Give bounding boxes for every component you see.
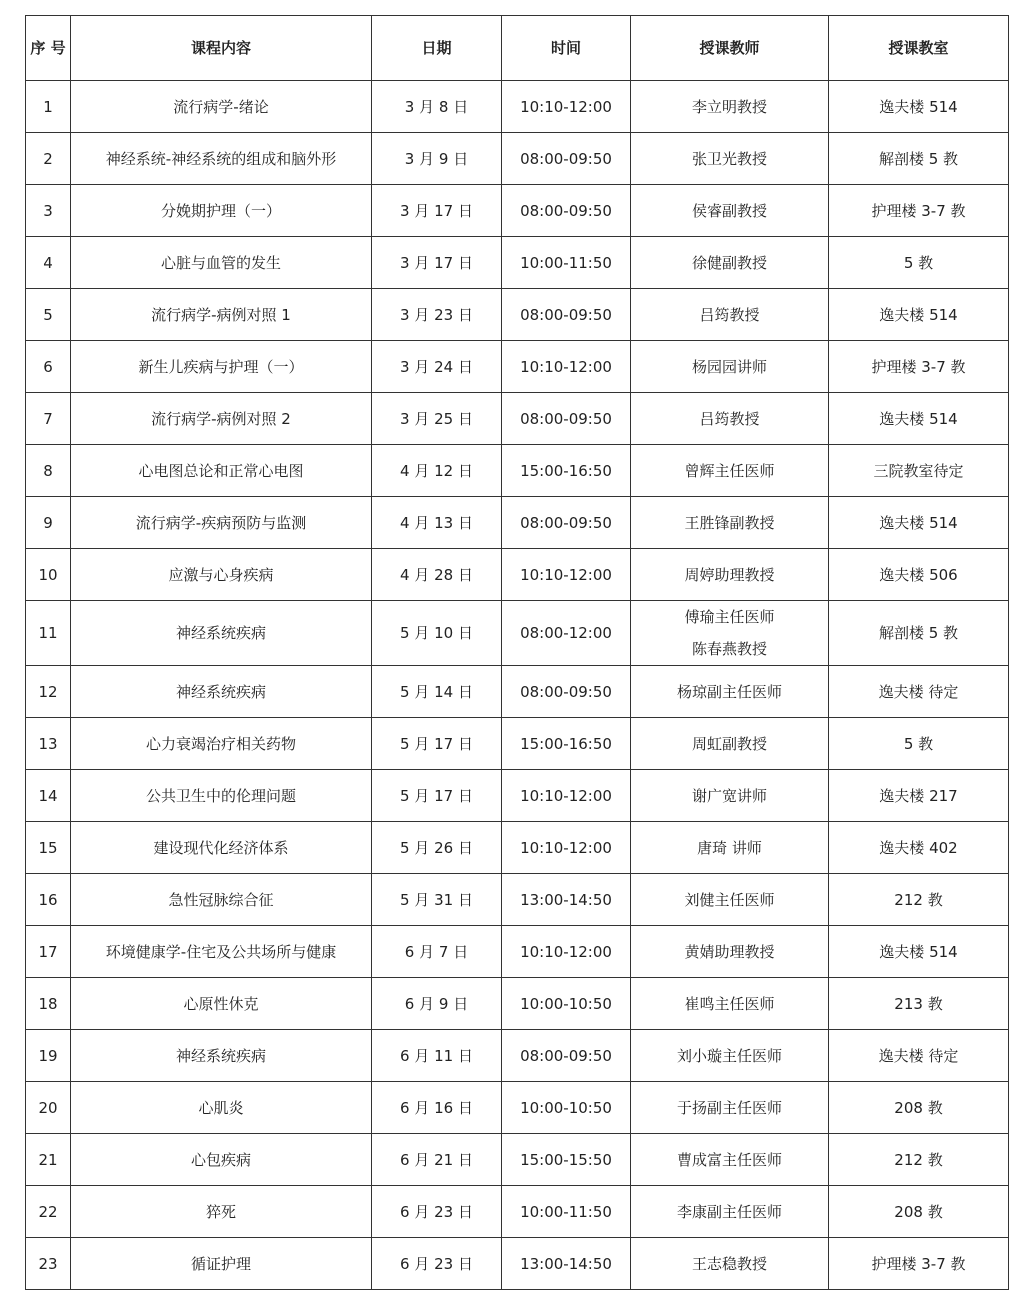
cell-course: 心包疾病 [71, 1134, 372, 1186]
teacher-name: 傅瑜主任医师 [684, 608, 775, 626]
cell-teacher [631, 1134, 829, 1186]
cell-seq: 20 [26, 1082, 71, 1134]
cell-room: 逸夫楼 514 [829, 289, 1009, 341]
teacher-name: 王志稳教授 [691, 1254, 767, 1273]
teacher-name: 崔鸣主任医师 [684, 994, 775, 1013]
cell-room: 护理楼 3-7 教 [829, 1238, 1009, 1290]
cell-seq: 8 [26, 445, 71, 497]
cell-teacher [631, 666, 829, 718]
cell-teacher [631, 289, 829, 341]
table-row [26, 185, 1009, 237]
cell-time: 10:00-11:50 [502, 1186, 631, 1238]
cell-time: 08:00-09:50 [502, 133, 631, 185]
table-row [26, 1238, 1009, 1290]
cell-seq: 19 [26, 1030, 71, 1082]
cell-seq: 10 [26, 549, 71, 601]
cell-teacher [631, 341, 829, 393]
cell-teacher [631, 718, 829, 770]
cell-course: 心电图总论和正常心电图 [71, 445, 372, 497]
table-row [26, 926, 1009, 978]
cell-teacher [631, 1030, 829, 1082]
cell-time: 15:00-15:50 [502, 1134, 631, 1186]
cell-room: 213 教 [829, 978, 1009, 1030]
table-row [26, 874, 1009, 926]
cell-room: 逸夫楼 514 [829, 393, 1009, 445]
cell-room: 护理楼 3-7 教 [829, 341, 1009, 393]
cell-course: 流行病学-疾病预防与监测 [71, 497, 372, 549]
cell-course: 循证护理 [71, 1238, 372, 1290]
cell-time: 10:00-11:50 [502, 237, 631, 289]
cell-time: 10:10-12:00 [502, 81, 631, 133]
cell-seq: 11 [26, 601, 71, 666]
teacher-name: 张卫光教授 [691, 149, 767, 168]
cell-date: 6 月 21 日 [372, 1134, 502, 1186]
course-schedule-table [25, 15, 1009, 1290]
table-row [26, 549, 1009, 601]
cell-date: 5 月 14 日 [372, 666, 502, 718]
cell-seq: 22 [26, 1186, 71, 1238]
cell-time: 15:00-16:50 [502, 718, 631, 770]
cell-date: 6 月 16 日 [372, 1082, 502, 1134]
teacher-name: 刘健主任医师 [684, 890, 775, 909]
cell-seq: 1 [26, 81, 71, 133]
table-row [26, 601, 1009, 666]
cell-seq: 14 [26, 770, 71, 822]
cell-room: 208 教 [829, 1186, 1009, 1238]
cell-time: 08:00-09:50 [502, 666, 631, 718]
cell-course: 建设现代化经济体系 [71, 822, 372, 874]
cell-course: 公共卫生中的伦理问题 [71, 770, 372, 822]
cell-seq: 7 [26, 393, 71, 445]
cell-time: 10:10-12:00 [502, 549, 631, 601]
header-room: 授课教室 [829, 16, 1009, 81]
cell-seq: 4 [26, 237, 71, 289]
teacher-name: 周虹副教授 [691, 734, 767, 753]
cell-seq: 15 [26, 822, 71, 874]
cell-date: 5 月 26 日 [372, 822, 502, 874]
cell-seq: 5 [26, 289, 71, 341]
cell-date: 6 月 11 日 [372, 1030, 502, 1082]
table-body [26, 81, 1009, 1290]
cell-date: 6 月 23 日 [372, 1238, 502, 1290]
teacher-name: 杨园园讲师 [691, 357, 767, 376]
cell-teacher [631, 237, 829, 289]
cell-seq: 23 [26, 1238, 71, 1290]
cell-course: 心脏与血管的发生 [71, 237, 372, 289]
cell-room: 5 教 [829, 237, 1009, 289]
cell-seq: 12 [26, 666, 71, 718]
teacher-name: 吕筠教授 [699, 409, 760, 428]
header-seq [26, 16, 71, 81]
teacher-name: 曾辉主任医师 [684, 461, 775, 480]
cell-teacher [631, 445, 829, 497]
header-date: 日期 [372, 16, 502, 81]
cell-date: 3 月 25 日 [372, 393, 502, 445]
cell-teacher [631, 770, 829, 822]
cell-date: 5 月 31 日 [372, 874, 502, 926]
teacher-name: 于扬副主任医师 [676, 1098, 782, 1117]
cell-teacher [631, 1238, 829, 1290]
cell-time: 13:00-14:50 [502, 1238, 631, 1290]
cell-date: 4 月 13 日 [372, 497, 502, 549]
cell-room: 三院教室待定 [829, 445, 1009, 497]
cell-date: 3 月 23 日 [372, 289, 502, 341]
table-row [26, 341, 1009, 393]
table-row [26, 81, 1009, 133]
table-row [26, 718, 1009, 770]
cell-course: 心原性休克 [71, 978, 372, 1030]
table-row [26, 445, 1009, 497]
cell-seq: 9 [26, 497, 71, 549]
cell-course: 心力衰竭治疗相关药物 [71, 718, 372, 770]
cell-seq: 16 [26, 874, 71, 926]
teacher-name: 侯睿副教授 [691, 201, 767, 220]
teacher-name: 唐琦 讲师 [697, 838, 762, 857]
table-header-row [26, 16, 1009, 81]
cell-teacher [631, 874, 829, 926]
cell-teacher [631, 185, 829, 237]
cell-room: 逸夫楼 217 [829, 770, 1009, 822]
cell-date: 6 月 7 日 [372, 926, 502, 978]
cell-course: 急性冠脉综合征 [71, 874, 372, 926]
cell-teacher [631, 822, 829, 874]
cell-time: 15:00-16:50 [502, 445, 631, 497]
cell-seq: 3 [26, 185, 71, 237]
table-row [26, 393, 1009, 445]
cell-teacher [631, 81, 829, 133]
teacher-name: 刘小璇主任医师 [676, 1046, 782, 1065]
cell-time: 10:10-12:00 [502, 822, 631, 874]
cell-room: 解剖楼 5 教 [829, 601, 1009, 666]
cell-time: 10:10-12:00 [502, 926, 631, 978]
cell-time: 08:00-09:50 [502, 1030, 631, 1082]
cell-teacher [631, 549, 829, 601]
cell-time: 10:10-12:00 [502, 341, 631, 393]
cell-date: 4 月 12 日 [372, 445, 502, 497]
teacher-name: 王胜锋副教授 [684, 513, 775, 532]
table-row [26, 1186, 1009, 1238]
cell-course: 应激与心身疾病 [71, 549, 372, 601]
cell-time: 10:00-10:50 [502, 978, 631, 1030]
teacher-name: 吕筠教授 [699, 305, 760, 324]
table-row [26, 666, 1009, 718]
cell-course: 环境健康学-住宅及公共场所与健康 [71, 926, 372, 978]
cell-seq: 17 [26, 926, 71, 978]
cell-course: 神经系统-神经系统的组成和脑外形 [71, 133, 372, 185]
cell-teacher [631, 393, 829, 445]
table-row [26, 1134, 1009, 1186]
cell-time: 13:00-14:50 [502, 874, 631, 926]
cell-room: 解剖楼 5 教 [829, 133, 1009, 185]
cell-course: 流行病学-病例对照 1 [71, 289, 372, 341]
cell-room: 208 教 [829, 1082, 1009, 1134]
cell-course: 神经系统疾病 [71, 601, 372, 666]
cell-teacher [631, 133, 829, 185]
cell-room: 5 教 [829, 718, 1009, 770]
cell-course: 流行病学-绪论 [71, 81, 372, 133]
teacher-name: 陈春燕教授 [691, 640, 767, 658]
header-seq-line1: 序 [30, 39, 46, 57]
table-row [26, 770, 1009, 822]
table-row [26, 133, 1009, 185]
cell-date: 6 月 9 日 [372, 978, 502, 1030]
cell-time: 10:00-10:50 [502, 1082, 631, 1134]
cell-date: 5 月 10 日 [372, 601, 502, 666]
cell-time: 08:00-09:50 [502, 497, 631, 549]
cell-time: 10:10-12:00 [502, 770, 631, 822]
table-row [26, 822, 1009, 874]
table-row [26, 237, 1009, 289]
cell-room: 逸夫楼 514 [829, 81, 1009, 133]
cell-seq: 13 [26, 718, 71, 770]
cell-room: 逸夫楼 待定 [829, 666, 1009, 718]
cell-date: 5 月 17 日 [372, 770, 502, 822]
cell-course: 新生儿疾病与护理（一） [71, 341, 372, 393]
cell-room: 212 教 [829, 1134, 1009, 1186]
cell-time: 08:00-12:00 [502, 601, 631, 666]
cell-teacher [631, 978, 829, 1030]
table-row [26, 978, 1009, 1030]
cell-room: 逸夫楼 506 [829, 549, 1009, 601]
cell-seq: 6 [26, 341, 71, 393]
teacher-name: 黄婧助理教授 [684, 942, 775, 961]
table-row [26, 1082, 1009, 1134]
cell-course: 心肌炎 [71, 1082, 372, 1134]
cell-seq: 18 [26, 978, 71, 1030]
cell-room: 逸夫楼 402 [829, 822, 1009, 874]
cell-time: 08:00-09:50 [502, 289, 631, 341]
teacher-name: 杨琼副主任医师 [676, 682, 782, 701]
header-teacher: 授课教师 [631, 16, 829, 81]
cell-date: 3 月 24 日 [372, 341, 502, 393]
cell-date: 5 月 17 日 [372, 718, 502, 770]
table-row [26, 497, 1009, 549]
teacher-name: 谢广宽讲师 [691, 786, 767, 805]
cell-course: 猝死 [71, 1186, 372, 1238]
cell-teacher [631, 497, 829, 549]
cell-time: 08:00-09:50 [502, 185, 631, 237]
cell-date: 3 月 9 日 [372, 133, 502, 185]
cell-date: 3 月 17 日 [372, 237, 502, 289]
teacher-name: 李康副主任医师 [676, 1202, 782, 1221]
cell-course: 神经系统疾病 [71, 666, 372, 718]
header-course: 课程内容 [71, 16, 372, 81]
cell-room: 逸夫楼 514 [829, 497, 1009, 549]
cell-date: 3 月 8 日 [372, 81, 502, 133]
cell-room: 逸夫楼 514 [829, 926, 1009, 978]
cell-course: 分娩期护理（一） [71, 185, 372, 237]
cell-course: 神经系统疾病 [71, 1030, 372, 1082]
cell-room: 护理楼 3-7 教 [829, 185, 1009, 237]
header-time: 时间 [502, 16, 631, 81]
cell-date: 3 月 17 日 [372, 185, 502, 237]
cell-room: 212 教 [829, 874, 1009, 926]
table-row [26, 289, 1009, 341]
cell-room: 逸夫楼 待定 [829, 1030, 1009, 1082]
teacher-name: 周婷助理教授 [684, 565, 775, 584]
cell-teacher [631, 601, 829, 666]
cell-course: 流行病学-病例对照 2 [71, 393, 372, 445]
teacher-name: 曹成富主任医师 [676, 1150, 782, 1169]
teacher-name: 徐健副教授 [691, 253, 767, 272]
teacher-name: 李立明教授 [691, 97, 767, 116]
cell-date: 6 月 23 日 [372, 1186, 502, 1238]
cell-time: 08:00-09:50 [502, 393, 631, 445]
cell-seq: 2 [26, 133, 71, 185]
cell-teacher [631, 1186, 829, 1238]
cell-teacher [631, 1082, 829, 1134]
cell-seq: 21 [26, 1134, 71, 1186]
header-seq-line2: 号 [50, 39, 66, 57]
table-row [26, 1030, 1009, 1082]
cell-teacher [631, 926, 829, 978]
cell-date: 4 月 28 日 [372, 549, 502, 601]
